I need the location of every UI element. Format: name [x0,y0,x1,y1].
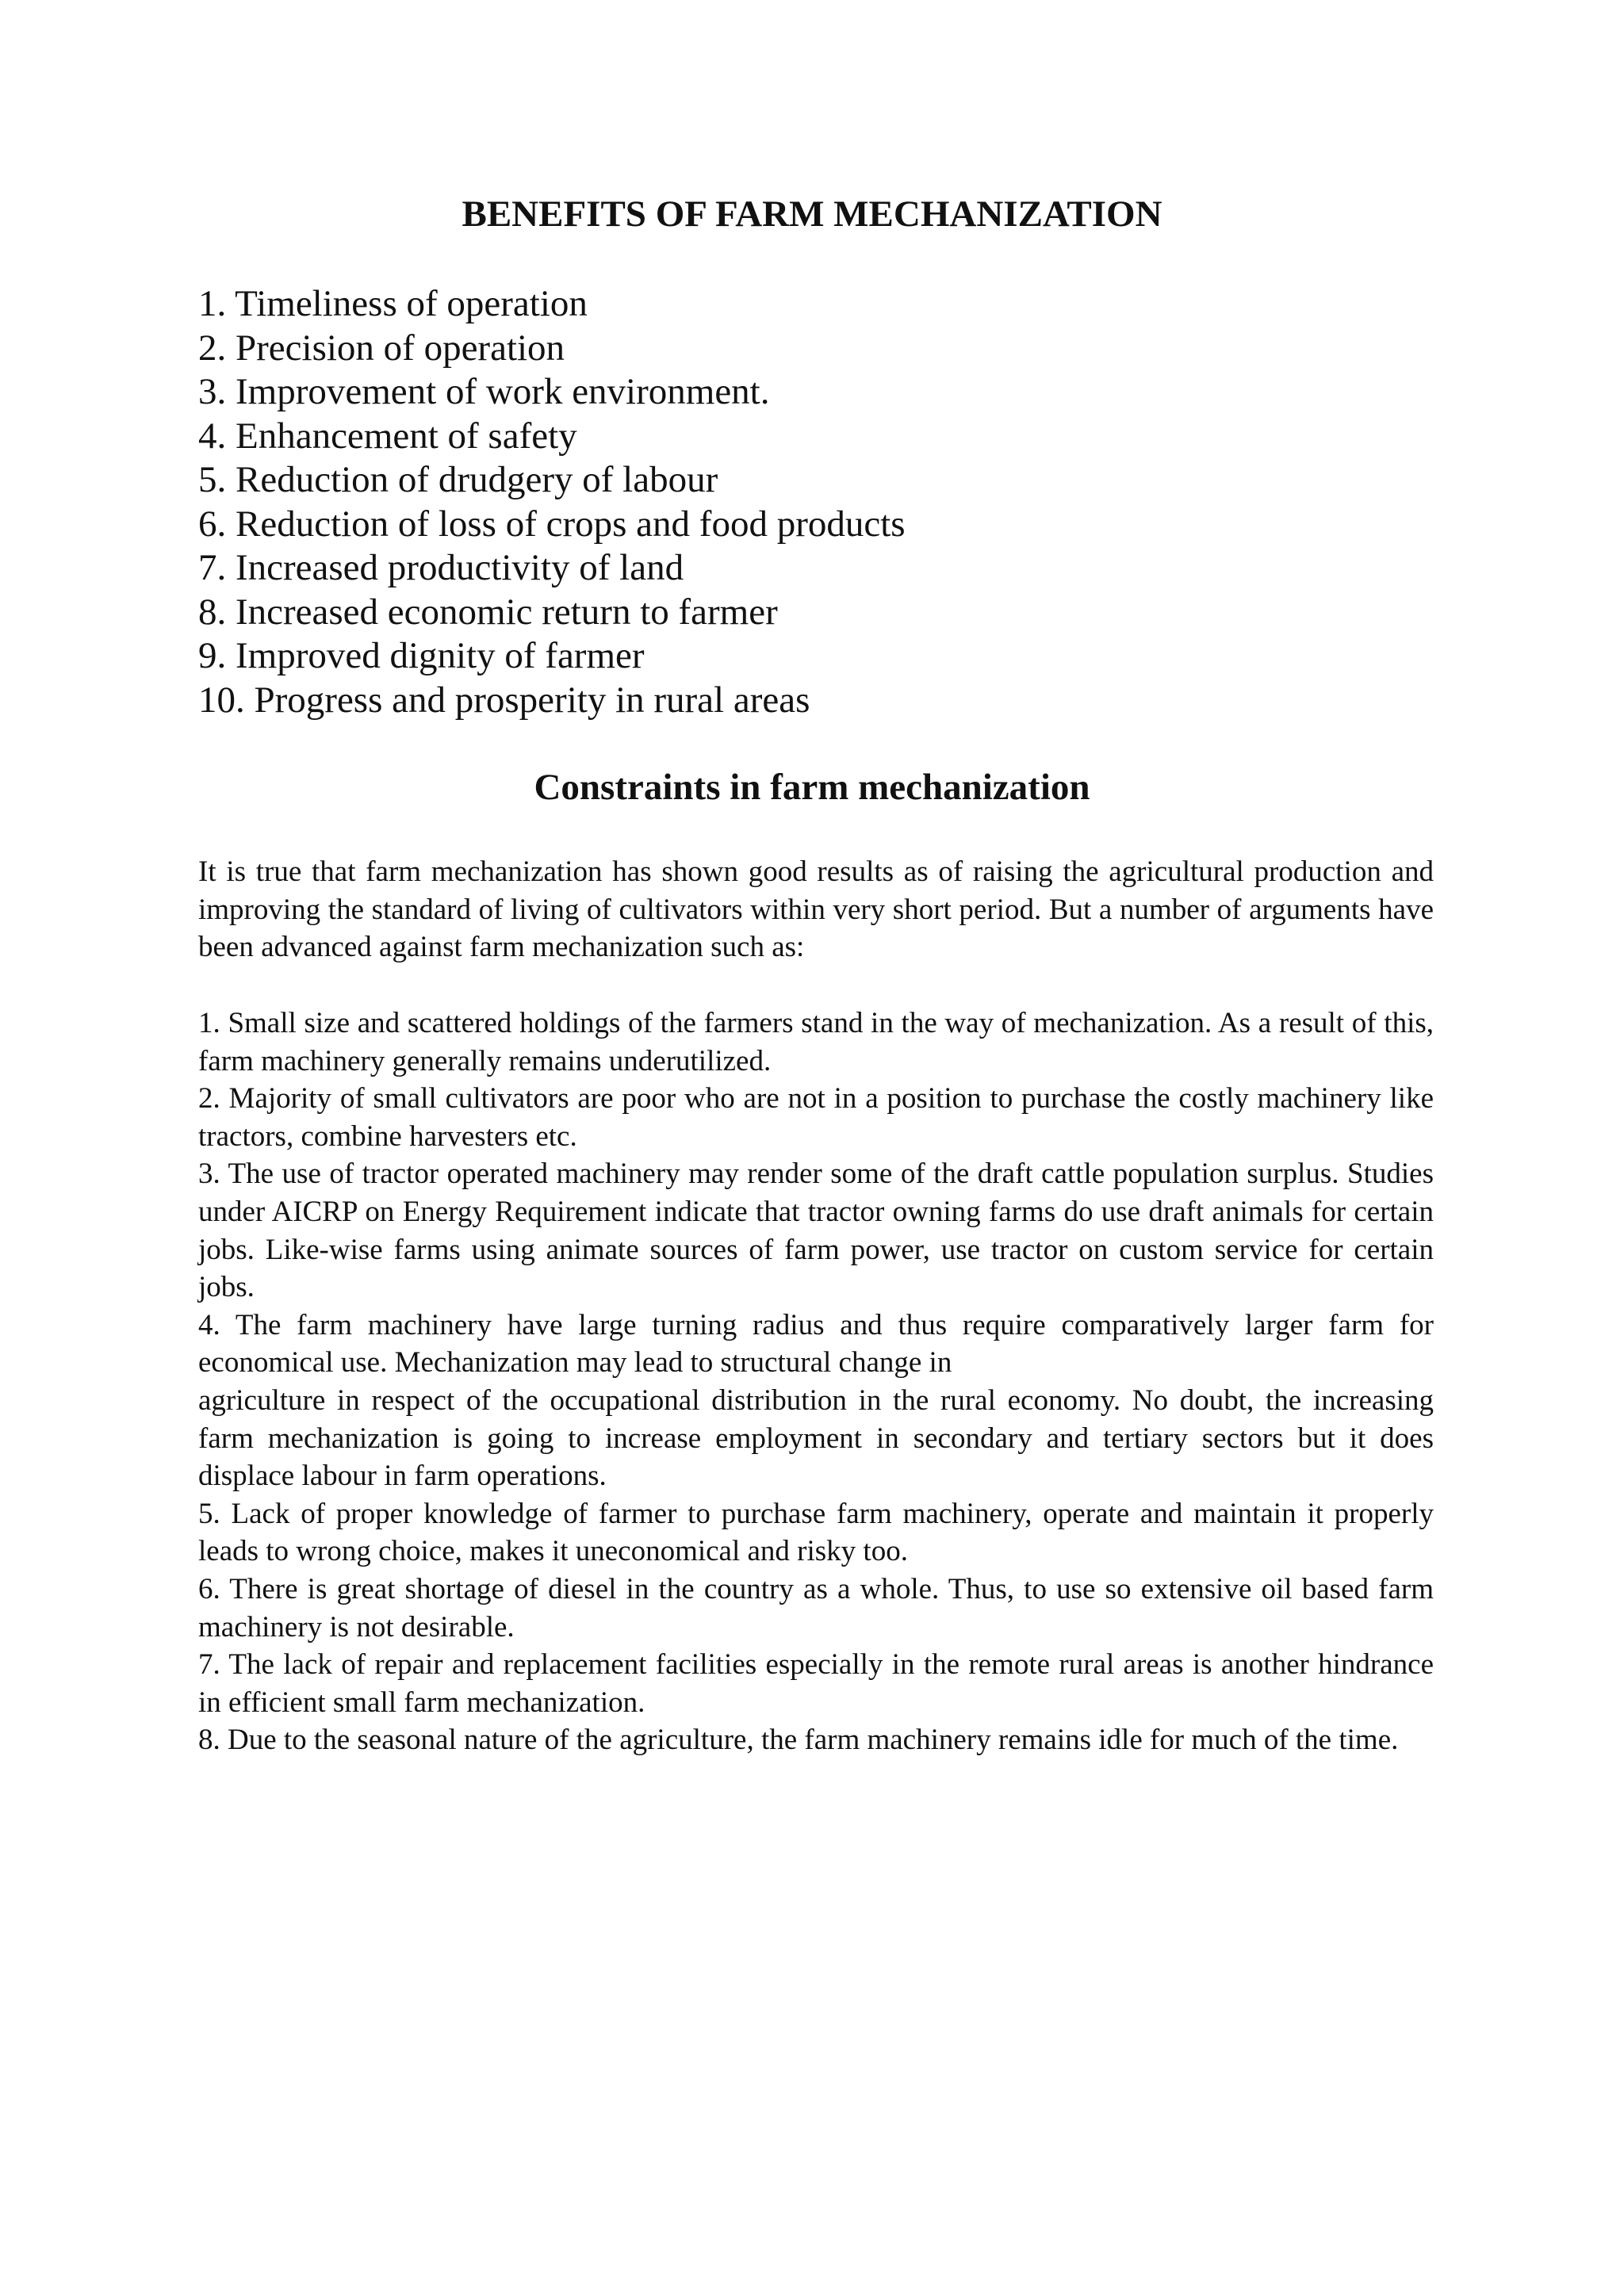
benefit-item: 7. Increased productivity of land [198,547,684,588]
constraint-item: 1. Small size and scattered holdings of the farmers stand in the way of mechanization. As a result of this, farm machinery generally remains underutilized. [198,1007,1434,1077]
benefit-item: 10. Progress and prosperity in rural areas [198,679,810,721]
constraints-heading: Constraints in farm mechanization [534,767,1090,808]
constraint-item: 4. The farm machinery have large turning radius and thus require comparatively larger farm for economical use. Mechanization may lead to structural change in [198,1308,1434,1380]
constraint-item: 6. There is great shortage of diesel in the country as a whole. Thus, to use so extensive oil based farm machinery is not desirable. [198,1572,1434,1644]
constraint-item: 8. Due to the seasonal nature of the agriculture, the farm machinery remains idle for much of the time. [198,1724,1399,1757]
benefit-item: 2. Precision of operation [198,327,565,369]
benefit-item: 9. Improved dignity of farmer [198,635,645,676]
benefit-item: 8. Increased economic return to farmer [198,591,778,633]
benefit-item: 5. Reduction of drudgery of labour [198,459,718,500]
constraint-item: 3. The use of tractor operated machinery may render some of the draft cattle population surplus. Studies under AICRP on Energy Requirement indicate that tractor owning farms do use draft animals for certain jobs. Like-wise farms using animate sources of farm power, use tractor on custom service for certain jobs. [198,1158,1434,1304]
constraint-item: 5. Lack of proper knowledge of farmer to purchase farm machinery, operate and maintain it properly leads to wrong choice, makes it uneconomical and risky too. [198,1497,1434,1568]
intro-paragraph: It is true that farm mechanization has shown good results as of raising the agricultural production and improving the standard of living of cultivators within very short period. But a number of arguments have been advanced against farm mechanization such as: [198,855,1434,964]
benefits-heading: BENEFITS OF FARM MECHANIZATION [462,193,1162,235]
constraint-item: 7. The lack of repair and replacement facilities especially in the remote rural areas is another hindrance in efficient small farm mechanization. [198,1648,1434,1719]
benefit-item: 6. Reduction of loss of crops and food products [198,503,906,545]
constraints-list [198,1004,1434,1759]
benefits-list [198,282,1435,722]
constraint-item: 2. Majority of small cultivators are poor who are not in a position to purchase the costly machinery like tractors, combine harvesters etc. [198,1082,1434,1153]
constraint-item: agriculture in respect of the occupational distribution in the rural economy. No doubt, the increasing farm mechanization is going to increase employment in secondary and tertiary sectors but it does displace labour in farm operations. [198,1383,1434,1493]
benefit-item: 4. Enhancement of safety [198,415,577,457]
benefit-item: 1. Timeliness of operation [198,283,588,324]
benefit-item: 3. Improvement of work environment. [198,371,770,412]
